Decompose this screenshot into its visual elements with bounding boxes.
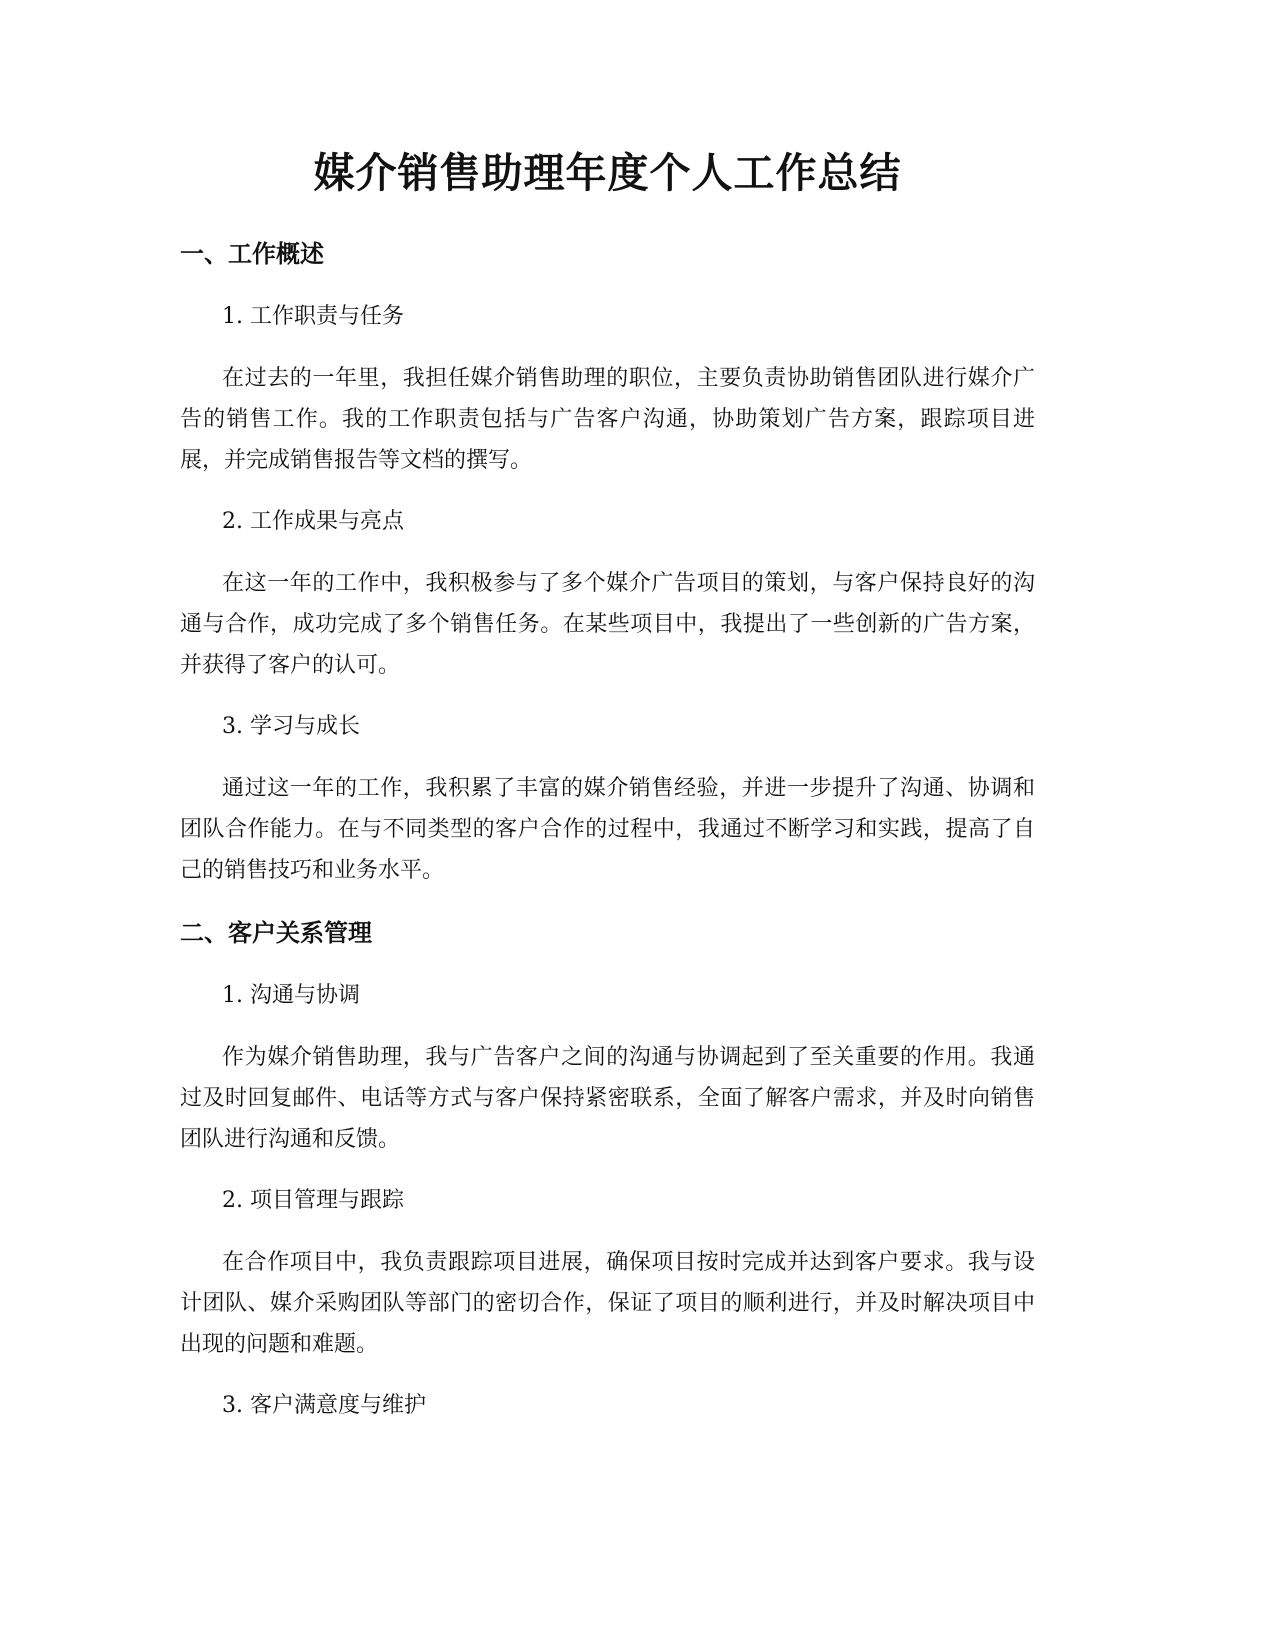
subheading-achievements: 2. 工作成果与亮点 — [222, 509, 404, 534]
paragraph-growth: 通过这一年的工作，我积累了丰富的媒介销售经验，并进一步提升了沟通、协调和团队合作能力。在与不同类型的客户合作的过程中，我通过不断学习和实践，提高了自己的销售技巧和业务水平。 — [180, 776, 1035, 883]
paragraph-communication: 作为媒介销售助理，我与广告客户之间的沟通与协调起到了至关重要的作用。我通过及时回复邮件、电话等方式与客户保持紧密联系，全面了解客户需求，并及时向销售团队进行沟通和反馈。 — [180, 1045, 1035, 1152]
section-heading-client-relations: 二、客户关系管理 — [180, 919, 372, 947]
paragraph-project-management: 在合作项目中，我负责跟踪项目进展，确保项目按时完成并达到客户要求。我与设计团队、媒介采购团队等部门的密切合作，保证了项目的顺利进行，并及时解决项目中出现的问题和难题。 — [180, 1250, 1035, 1357]
subheading-duties: 1. 工作职责与任务 — [222, 304, 404, 329]
subheading-growth: 3. 学习与成长 — [222, 714, 360, 739]
page-title: 媒介销售助理年度个人工作总结 — [313, 149, 902, 197]
subheading-satisfaction: 3. 客户满意度与维护 — [222, 1393, 426, 1418]
subheading-communication: 1. 沟通与协调 — [222, 983, 360, 1008]
paragraph-duties: 在过去的一年里，我担任媒介销售助理的职位，主要负责协助销售团队进行媒介广告的销售工作。我的工作职责包括与广告客户沟通，协助策划广告方案，跟踪项目进展，并完成销售报告等文档的撰写。 — [180, 366, 1035, 473]
section-heading-overview: 一、工作概述 — [180, 240, 324, 268]
subheading-project-management: 2. 项目管理与跟踪 — [222, 1188, 404, 1213]
paragraph-achievements: 在这一年的工作中，我积极参与了多个媒介广告项目的策划，与客户保持良好的沟通与合作，成功完成了多个销售任务。在某些项目中，我提出了一些创新的广告方案，并获得了客户的认可。 — [180, 571, 1035, 678]
